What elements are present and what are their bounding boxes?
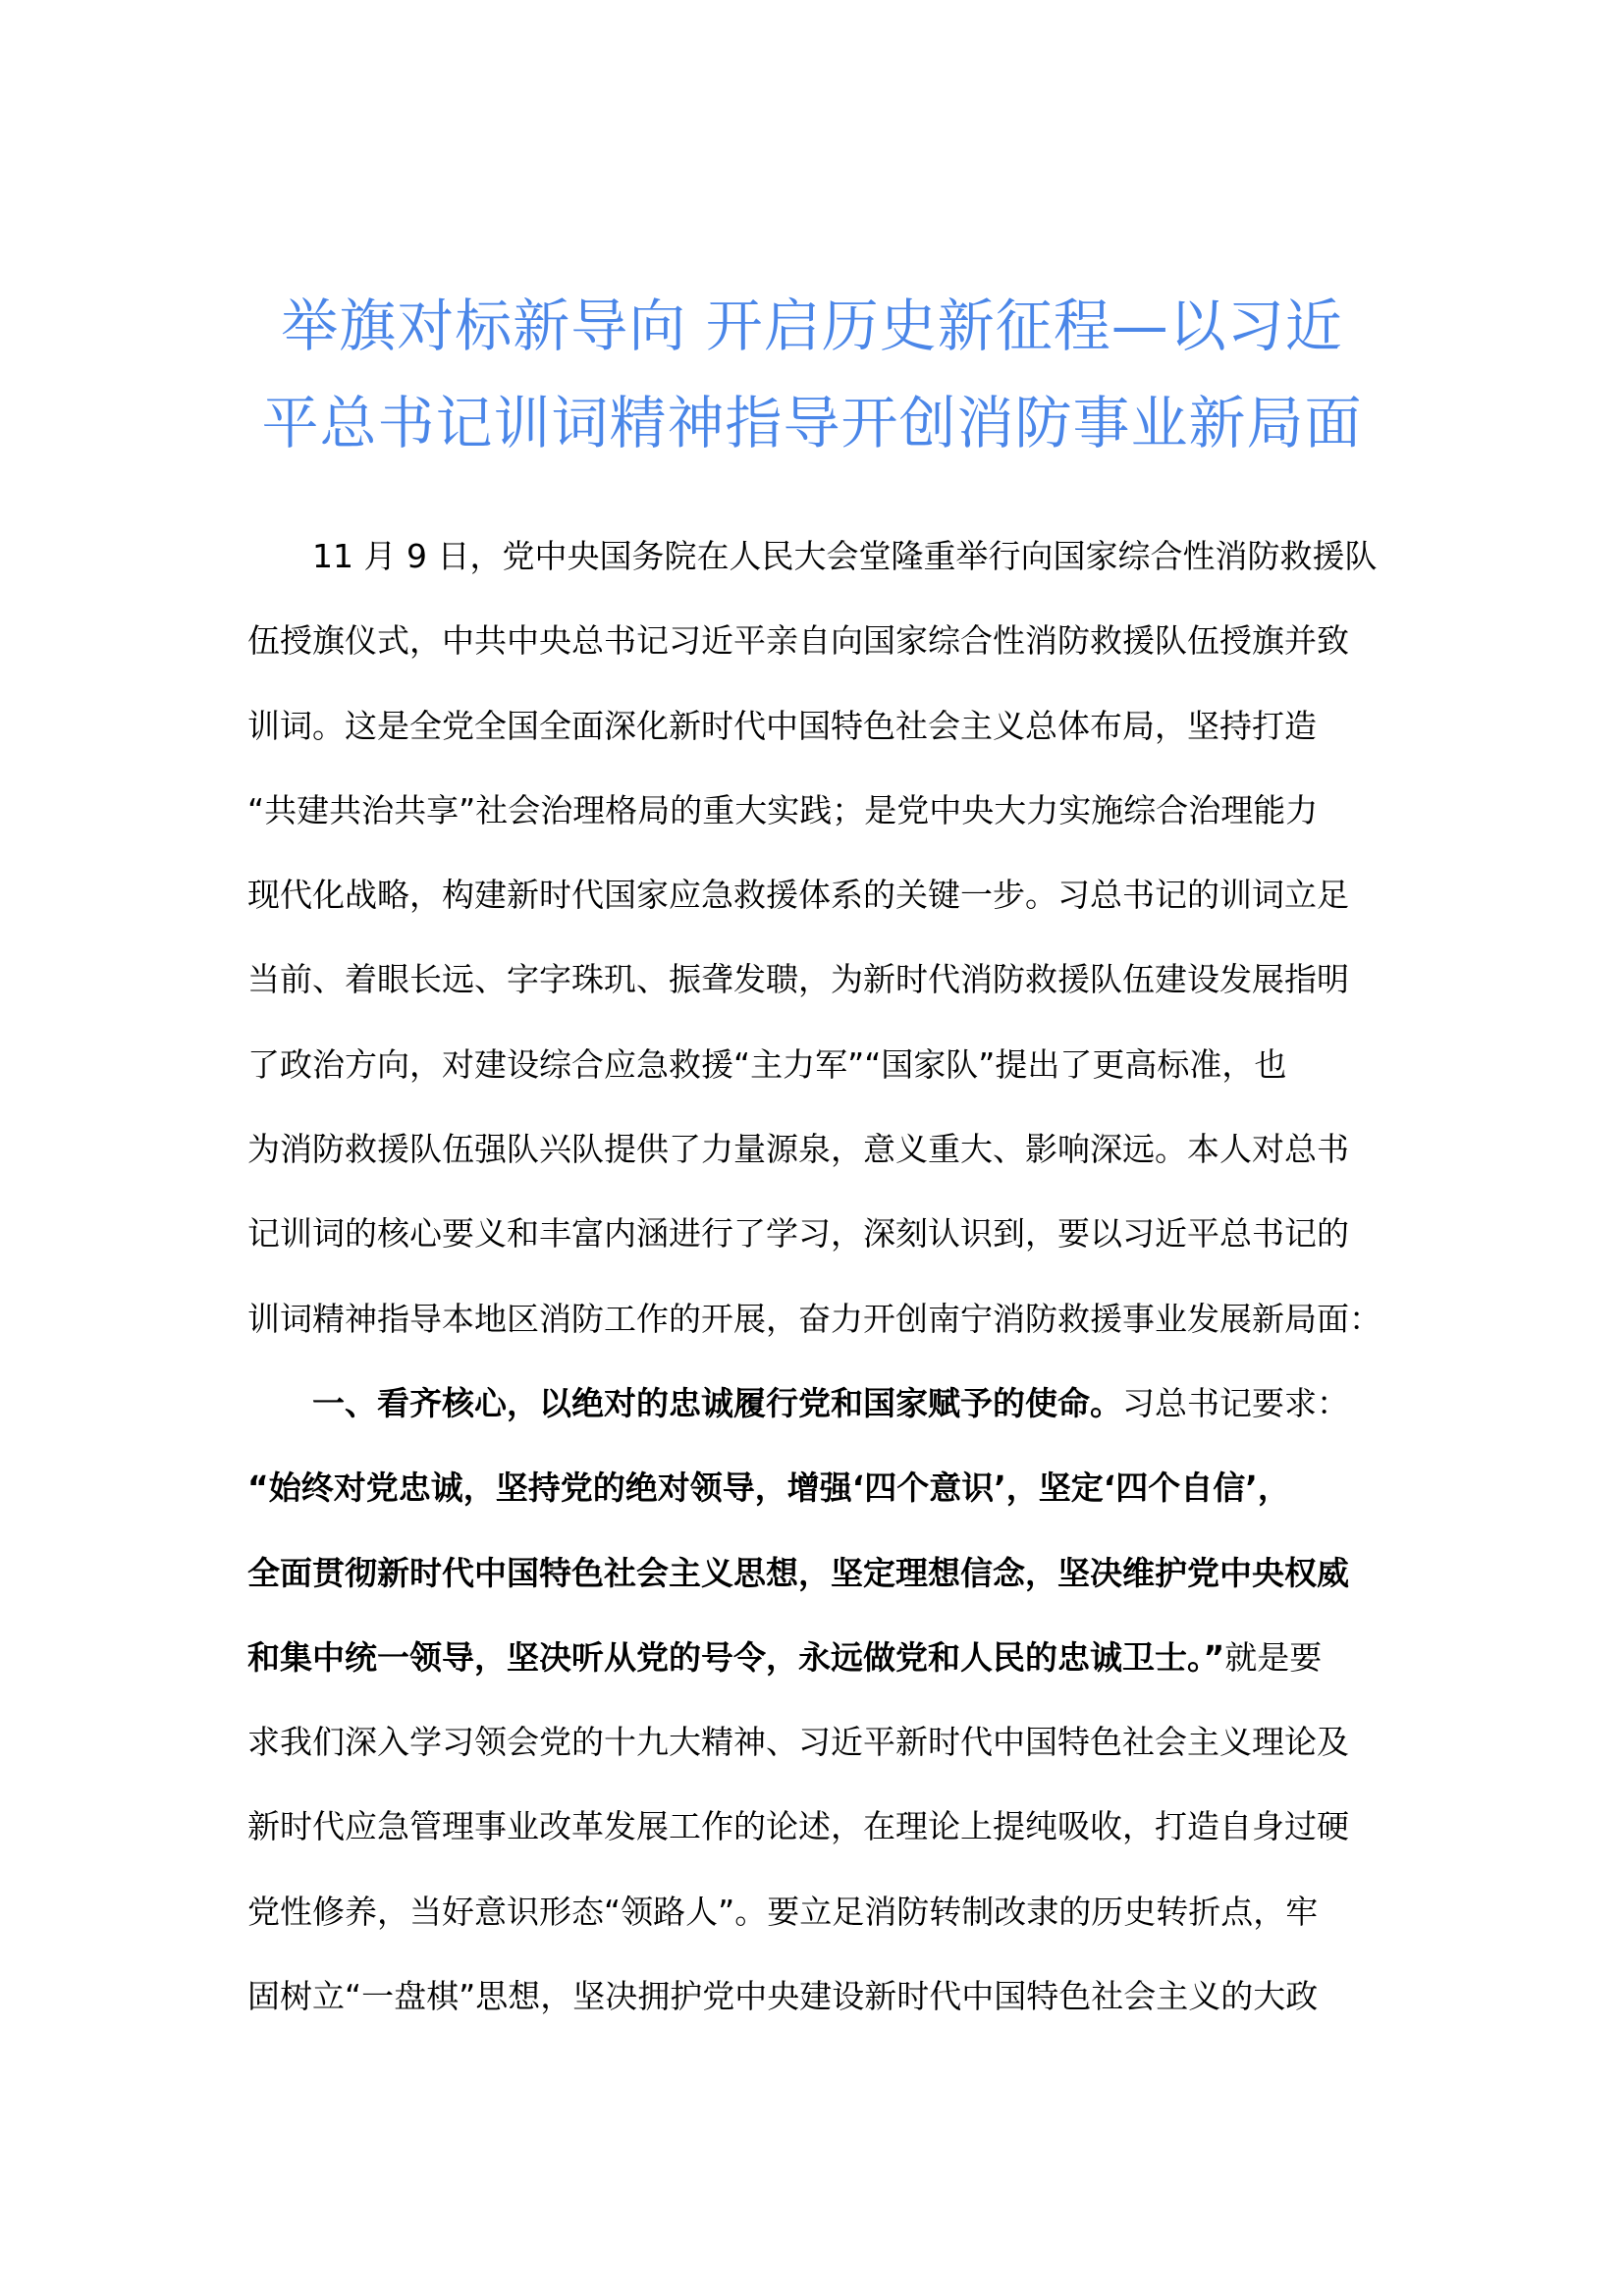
section-heading-line: [247, 1362, 1386, 1446]
text-line: 训词精神指导本地区消防工作的开展，奋力开创南宁消防救援事业发展新局面：: [247, 1299, 1381, 1338]
quote-line: “始终对党忠诚，坚持党的绝对领导，增强‘四个意识’，坚定‘四个自信’，: [247, 1468, 1290, 1508]
text-line: 当前、着眼长远、字字珠玑、振聋发聩，为新时代消防救援队伍建设发展指明: [247, 960, 1349, 999]
document-title: [196, 278, 1428, 472]
text-line: “共建共治共享”社会治理格局的重大实践；是党中央大力实施综合治理能力: [247, 790, 1319, 829]
paragraph-section-one: [247, 1362, 1386, 2039]
text-line: 现代化战略，构建新时代国家应急救援体系的关键一步。习总书记的训词立足: [247, 876, 1349, 915]
document-body: [247, 514, 1386, 2039]
section-heading: 一、看齐核心，以绝对的忠诚履行党和国家赋予的使命。: [312, 1383, 1122, 1422]
text-line: 训词。这是全党全国全面深化新时代中国特色社会主义总体布局，坚持打造: [247, 706, 1317, 745]
title-line-1: 举旗对标新导向 开启历史新征程—以习近: [281, 293, 1343, 359]
after-quote: 就是要: [1224, 1637, 1323, 1677]
text-line: 固树立“一盘棋”思想，坚决拥护党中央建设新时代中国特色社会主义的大政: [247, 1977, 1319, 2016]
text-line: 求我们深入学习领会党的十九大精神、习近平新时代中国特色社会主义理论及: [247, 1723, 1349, 1762]
text-line: 党性修养，当好意识形态“领路人”。要立足消防转制改隶的历史转折点，牢: [247, 1892, 1319, 1931]
quote-last: 和集中统一领导，坚决听从党的号令，永远做党和人民的忠诚卫士。”: [247, 1637, 1225, 1677]
text-line: 新时代应急管理事业改革发展工作的论述，在理论上提纯吸收，打造自身过硬: [247, 1807, 1349, 1846]
section-heading-tail: 习总书记要求：: [1122, 1383, 1349, 1422]
paragraph-intro: [247, 514, 1386, 1362]
text-line: 为消防救援队伍强队兴队提供了力量源泉，意义重大、影响深远。本人对总书: [247, 1130, 1349, 1169]
quote-line: 全面贯彻新时代中国特色社会主义思想，坚定理想信念，坚决维护党中央权威: [247, 1553, 1349, 1592]
text-line: 11 月 9 日，党中央国务院在人民大会堂隆重举行向国家综合性消防救援队: [312, 537, 1378, 575]
quote-end-line: [247, 1616, 1386, 1700]
text-line: 记训词的核心要义和丰富内涵进行了学习，深刻认识到，要以习近平总书记的: [247, 1214, 1349, 1254]
title-line-2: 平总书记训词精神指导开创消防事业新局面: [261, 390, 1363, 456]
text-line: 了政治方向，对建设综合应急救援“主力军”“国家队”提出了更高标准，也: [247, 1044, 1287, 1084]
text-line: 伍授旗仪式，中共中央总书记习近平亲自向国家综合性消防救援队伍授旗并致: [247, 621, 1349, 661]
